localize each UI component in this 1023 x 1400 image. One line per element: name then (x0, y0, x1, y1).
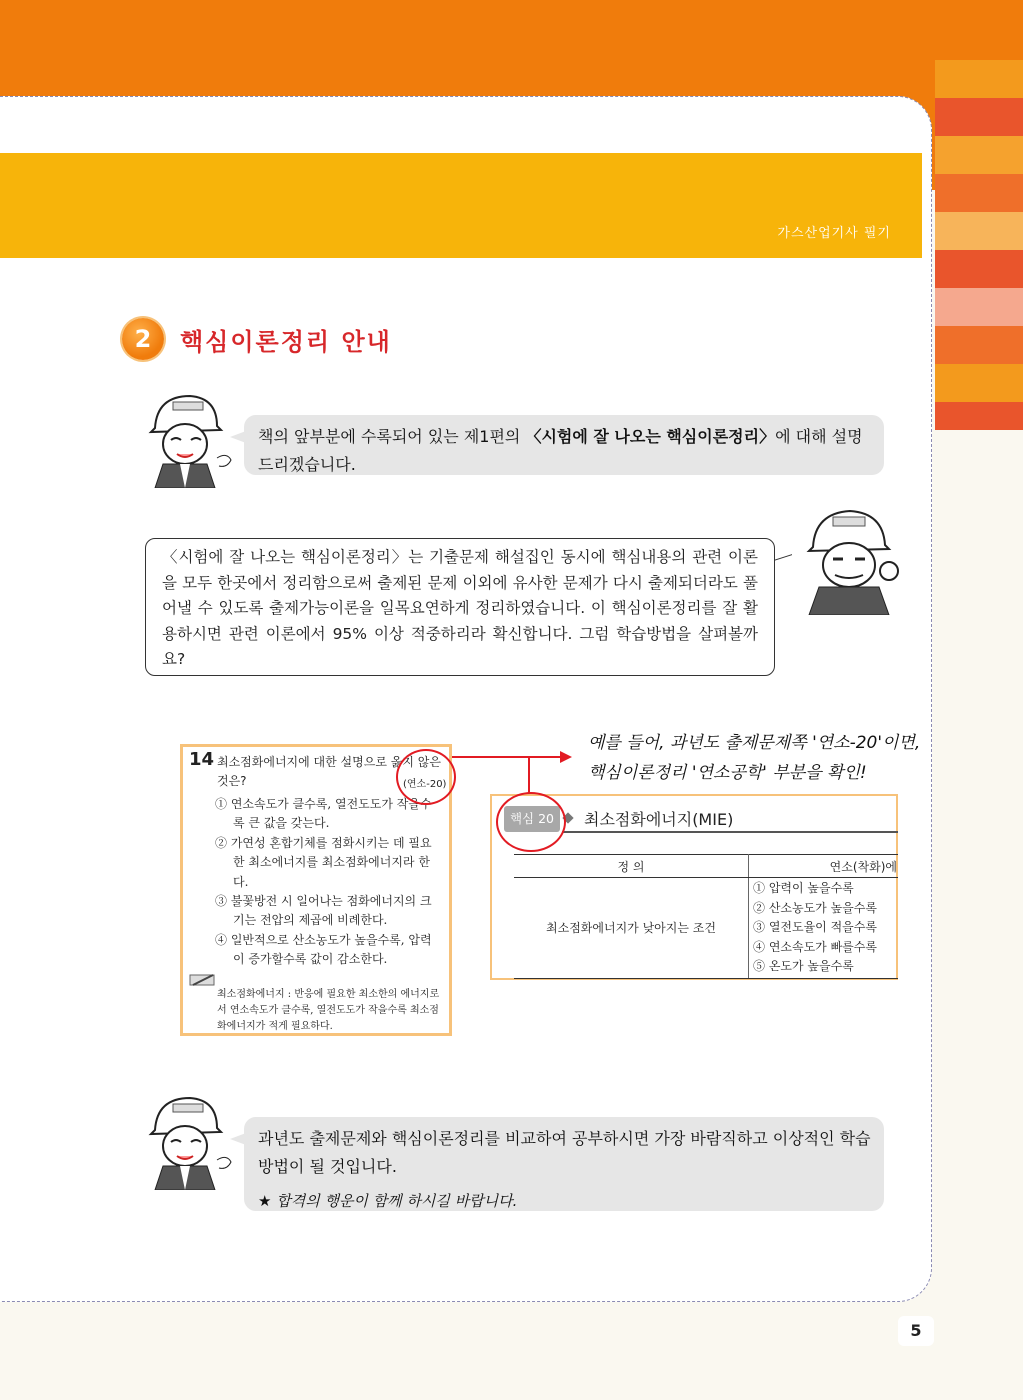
table-header-conditions: 연소(착화)에 (749, 855, 899, 878)
question-option: ② 가연성 혼합기체를 점화시키는 데 필요한 최소에너지를 최소점화에너지라 한다. (215, 835, 432, 889)
title-underline (562, 831, 898, 833)
table-header-definition: 정 의 (514, 855, 749, 878)
core-title: 최소점화에너지(MIE) (584, 810, 734, 829)
section-number-badge: 2 (122, 318, 164, 360)
book-label: 가스산업기사 필기 (777, 226, 891, 241)
question-option: ③ 불꽃방전 시 일어나는 점화에너지의 크기는 전압의 제곱에 비례한다. (215, 894, 432, 928)
page-number: 5 (898, 1316, 934, 1346)
question-text: 최소점화에너지에 대한 설명으로 옳지 않은 것은? (217, 755, 441, 788)
section-title: 핵심이론정리 안내 (180, 328, 392, 356)
conditions-cell: ① 압력이 높을수록 ② 산소농도가 높을수록 ③ 열전도율이 적을수록 ④ 연소속도가 빠를수록 ⑤ 온도가 높을수록 (749, 878, 899, 979)
core-tag: 핵심 20 (504, 806, 560, 832)
handwritten-note: 예를 들어, 과년도 출제문제쪽 '연소-20'이면, 핵심이론정리 '연소공학' 부분을 확인! (588, 733, 921, 783)
question-options (215, 795, 443, 970)
closing-wish: ★ 합격의 행운이 함께 하시길 바랍니다. (258, 1192, 518, 1210)
explain-speech-bubble: 〈시험에 잘 나오는 핵심이론정리〉는 기출문제 해설집인 동시에 핵심내용의 관련 이론을 모두 한곳에서 정리함으로써 출제된 문제 이외에 유사한 문제가 다시 출제되더라도 풀어낼 수 있도록 출제가능이론을 일목요연하게 정리하였습니다. 이 핵심이론정리를 잘 활용하시면 관련 이론에서 95% 이상 적중하리라 확신합니다. 그럼 학습방법을 살펴볼까요? (145, 538, 775, 676)
definition-cell: 최소점화에너지가 낮아지는 조건 (514, 878, 749, 979)
question-option: ④ 일반적으로 산소농도가 높을수록, 압력이 증가할수록 값이 감소한다. (215, 932, 432, 967)
decorative-stripes (935, 60, 1023, 430)
tag-highlight-circle (396, 749, 456, 805)
pointer-line (452, 756, 562, 758)
note-pencil-icon (189, 973, 217, 987)
closing-speech-bubble: 과년도 출제문제와 핵심이론정리를 비교하여 공부하시면 가장 바람직하고 이상적인 학습방법이 될 것입니다. ★ 합격의 행운이 함께 하시길 바랍니다. (244, 1117, 884, 1211)
intro-speech-bubble: 책의 앞부분에 수록되어 있는 제1편의 〈시험에 잘 나오는 핵심이론정리〉에 대해 설명드리겠습니다. (244, 415, 884, 475)
question-number: 14 (189, 749, 215, 770)
header-band (0, 153, 922, 258)
question-tag: (연소-20) (403, 779, 447, 790)
pointer-arrowhead (560, 751, 572, 763)
question-option: ① 연소속도가 클수록, 열전도도가 작을수록 큰 값을 갖는다. (215, 797, 432, 831)
core-tag-highlight-circle (496, 792, 566, 852)
core-table (514, 854, 898, 979)
question-explanation: 최소점화에너지 : 반응에 필요한 최소한의 에너지로서 연소속도가 클수록, 열전도도가 작을수록 최소점화에너지가 적게 필요하다. (217, 989, 440, 1032)
